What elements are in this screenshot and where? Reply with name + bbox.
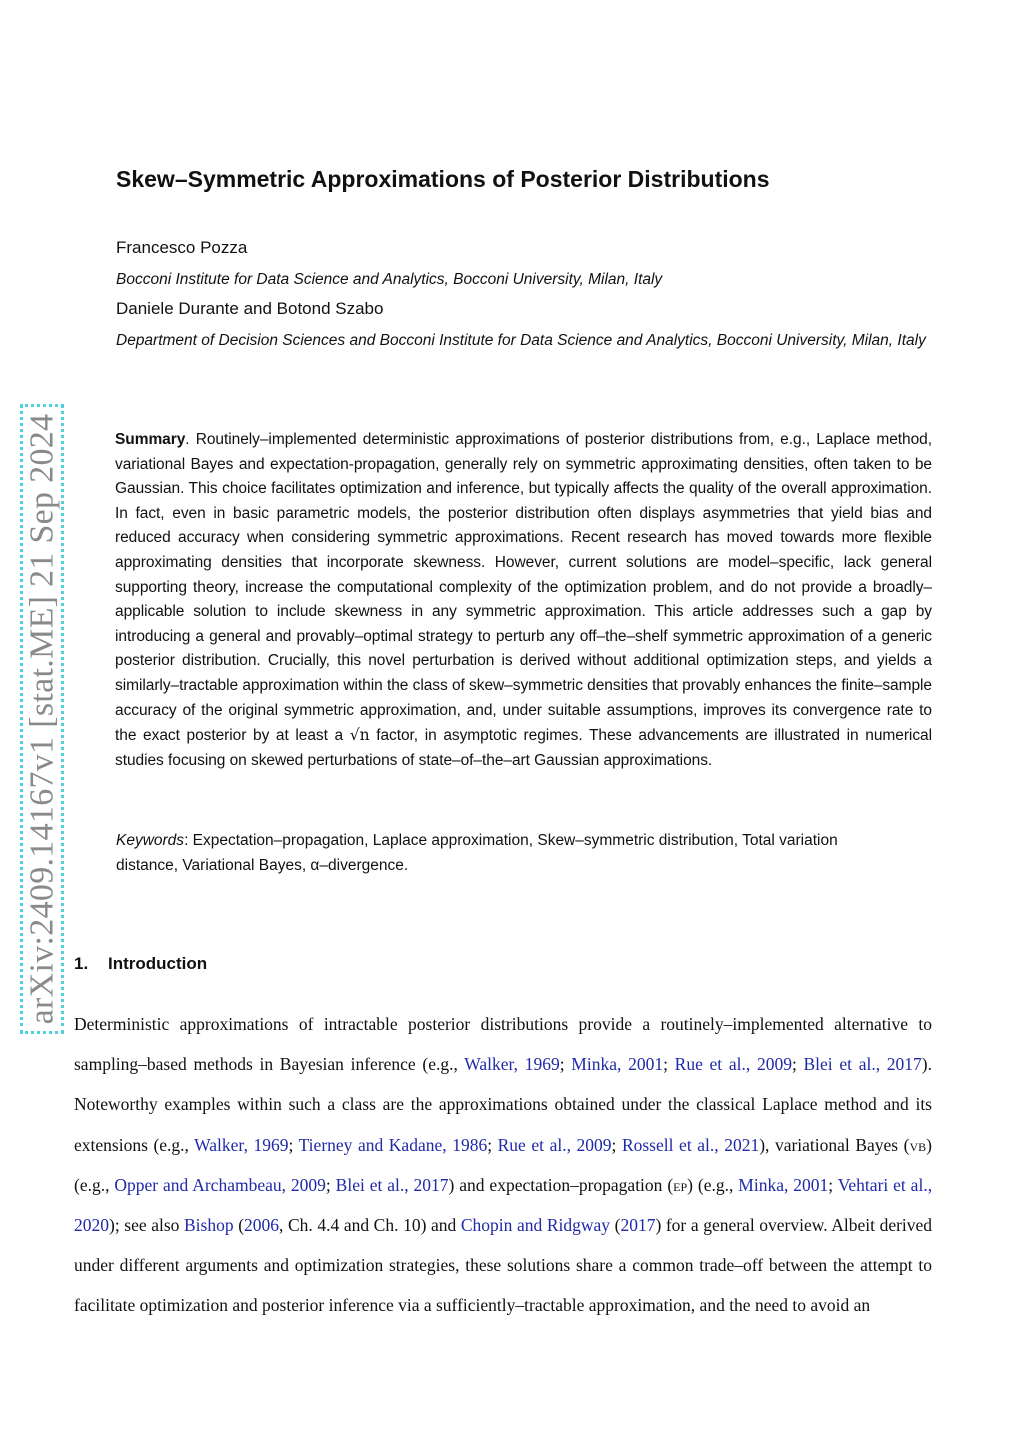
summary-label: Summary	[115, 431, 186, 448]
citation-tierney-kadane-1986[interactable]: Tierney and Kadane, 1986	[298, 1134, 488, 1155]
section-heading-introduction	[74, 954, 207, 974]
citation-walker-1969[interactable]: Walker, 1969	[194, 1134, 289, 1155]
arxiv-stamp[interactable]	[20, 404, 64, 1034]
intro-text: ) (e.g.,	[687, 1174, 734, 1195]
citation-blei-2017[interactable]: Blei et al., 2017	[803, 1054, 922, 1075]
citation-opper-archambeau-2009[interactable]: Opper and Archambeau, 2009	[114, 1174, 326, 1195]
summary-text-end: factor, in asymptotic regimes. These advancements are illustrated in numerical studies focusing on skewed perturbations of state–of–the–art Gaussian approximations.	[115, 727, 932, 769]
citation-rossell-2021[interactable]: Rossell et al., 2021	[621, 1134, 760, 1155]
affiliation-1: Bocconi Institute for Data Science and Analytics, Bocconi University, Milan, Italy	[116, 271, 663, 288]
citation-chopin-ridgway-2017[interactable]: 2017	[620, 1215, 656, 1236]
intro-text: ), variational Bayes (	[759, 1134, 910, 1155]
citation-rue-2009[interactable]: Rue et al., 2009	[674, 1054, 792, 1075]
sqrt-n-symbol: √n	[349, 726, 370, 745]
citation-minka-2001[interactable]: Minka, 2001	[738, 1174, 829, 1195]
summary-abstract	[115, 428, 932, 773]
summary-text: . Routinely–implemented deterministic approximations of posterior distributions from, e.g., Laplace method, variational Bayes and expectation-propagation, generally rely on symmetric approximating densities, often taken to be Gaussian. This choice facilitates optimization and inference, but typically affects the quality of the overall approximation. In fact, even in basic parametric models, the posterior distribution often displays asymmetries that yield bias and reduced accuracy when considering symmetric approximations. Recent research has moved towards more flexible approximating densities that incorporate skewness. However, current solutions are model–specific, lack general supporting theory, increase the computational complexity of the optimization problem, and do not provide a broadly–applicable solution to include skewness in any symmetric approximation. This article addresses such a gap by introducing a general and provably–optimal strategy to perturb any off–the–shelf symmetric approximation of a generic posterior distribution. Crucially, this novel perturbation is derived without additional optimization steps, and yields a similarly–tractable approximation within the class of skew–symmetric densities that provably enhances the finite–sample accuracy of the original symmetric approximation, and, under suitable assumptions, improves its convergence rate to the exact posterior by at least a	[115, 431, 932, 745]
citation-vehtari-2020[interactable]: Vehtari et al., 2020	[74, 1174, 933, 1236]
section-title: Introduction	[108, 954, 208, 973]
arxiv-stamp-text[interactable]: arXiv:2409.14167v1 [stat.ME] 21 Sep 2024	[23, 413, 60, 1025]
introduction-paragraph: Deterministic approximations of intractable posterior distributions provide a routinely–implemented alternative to sampling–based methods in Bayesian inference (e.g., Walker, 1969; Minka, 2001; Rue et al., 2009; Blei et al., 2017). Noteworthy examples within such a class are the approximations obtained under the classical Laplace method and its extensions (e.g., Walker, 1969; Tierney and Kadane, 1986; Rue et al., 2009; Rossell et al., 2021), variational Bayes (vb) (e.g., Opper and Archambeau, 2009; Blei et al., 2017) and expectation–propagation (ep) (e.g., Minka, 2001; Vehtari et al., 2020); see also Bishop (2006, Ch. 4.4 and Ch. 10) and Chopin and Ridgway (2017) for a general overview. Albeit derived under different arguments and optimization strategies, these solutions share a common trade–off between the attempt to facilitate optimization and posterior inference via a sufficiently–tractable approximation, and the need to avoid an	[74, 1014, 933, 1316]
citation-blei-2017[interactable]: Blei et al., 2017	[335, 1174, 449, 1195]
keywords	[116, 829, 896, 878]
citation-minka-2001[interactable]: Minka, 2001	[571, 1054, 664, 1075]
keywords-label: Keywords	[116, 832, 185, 849]
intro-text: , Ch. 4.4 and Ch. 10) and	[279, 1215, 457, 1236]
intro-text: ) (e.g.,	[74, 1134, 932, 1195]
paper-title: Skew–Symmetric Approximations of Posterior Distributions	[116, 166, 770, 192]
citation-rue-2009[interactable]: Rue et al., 2009	[497, 1134, 612, 1155]
citation-bishop-2006[interactable]: 2006	[244, 1215, 280, 1236]
intro-text: ). Noteworthy examples within such a class are the approximations obtained under the classical Laplace method and its extensions (e.g.,	[74, 1054, 932, 1155]
intro-text: ); see also	[109, 1215, 180, 1236]
section-number: 1.	[74, 954, 89, 973]
intro-text: ) and expectation–propagation (	[448, 1174, 674, 1195]
intro-text: ) for a general overview. Albeit derived under different arguments and optimization strategies, these solutions share a common trade–off between the attempt to facilitate optimization and posterior inference via a sufficiently–tractable approximation, and the need to avoid an	[74, 1215, 933, 1316]
citation-bishop[interactable]: Bishop	[184, 1215, 234, 1236]
abbr-ep: ep	[673, 1174, 688, 1195]
affiliation-2: Department of Decision Sciences and Bocconi Institute for Data Science and Analytics, Bocconi University, Milan, Italy	[116, 332, 926, 349]
abbr-vb: vb	[909, 1134, 927, 1155]
citation-chopin-ridgway[interactable]: Chopin and Ridgway	[460, 1215, 611, 1236]
author-2: Daniele Durante and Botond Szabo	[116, 299, 384, 318]
intro-text: Deterministic approximations of intractable posterior distributions provide a routinely–implemented alternative to sampling–based methods in Bayesian inference (e.g.,	[74, 1014, 932, 1075]
author-1: Francesco Pozza	[116, 238, 248, 257]
keywords-text: : Expectation–propagation, Laplace approximation, Skew–symmetric distribution, Total variation distance, Variational Bayes, α–divergence.	[116, 832, 838, 874]
citation-walker-1969[interactable]: Walker, 1969	[464, 1054, 560, 1075]
